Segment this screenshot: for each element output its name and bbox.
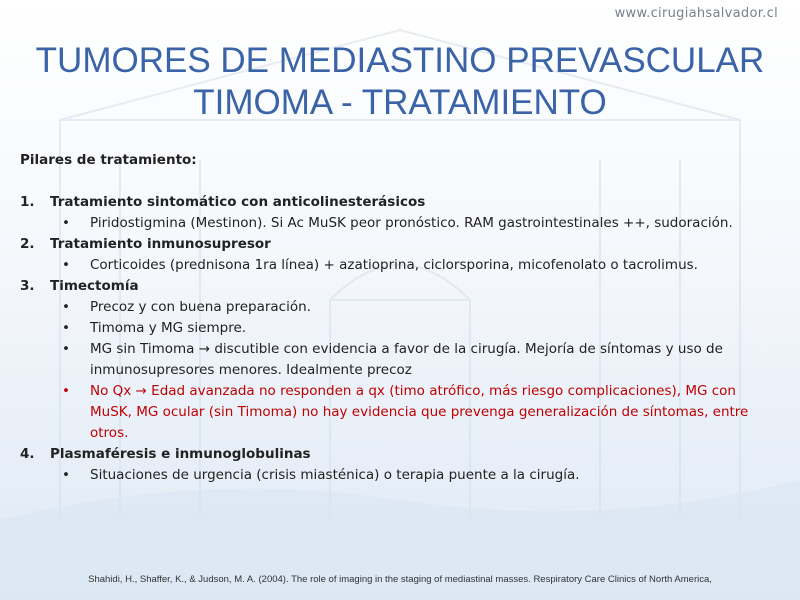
- bullet-icon: •: [62, 467, 70, 483]
- bullet-icon: •: [62, 383, 70, 399]
- pillar-item-4: [20, 444, 780, 465]
- pillar-sub-item-warning: [20, 381, 780, 444]
- pillar-sub-item: [20, 339, 780, 381]
- bullet-icon: •: [62, 215, 70, 231]
- pillar-item-2: [20, 234, 780, 255]
- slide-title-line-1: TUMORES DE MEDIASTINO PREVASCULAR: [35, 41, 765, 80]
- pillar-sub-item: [20, 255, 780, 276]
- pillar-number: 3.: [20, 278, 35, 294]
- sub-item-text: Timoma y MG siempre.: [90, 320, 247, 336]
- lead-heading: Pilares de tratamiento:: [20, 152, 197, 168]
- sub-item-text: Precoz y con buena preparación.: [90, 299, 311, 315]
- bullet-icon: •: [62, 299, 70, 315]
- pillar-sub-item: [20, 465, 780, 486]
- bullet-icon: •: [62, 257, 70, 273]
- footer-citation: Shahidi, H., Shaffer, K., & Judson, M. A. (2004). The role of imaging in the staging of mediastinal masses. Respiratory Care Clinics of North America,: [88, 574, 712, 585]
- pillar-heading: Timectomía: [50, 278, 139, 294]
- pillar-item-3: [20, 276, 780, 297]
- pillar-item-1: [20, 192, 780, 213]
- sub-item-text: Situaciones de urgencia (crisis miasténica) o terapia puente a la cirugía.: [90, 467, 580, 483]
- pillar-sub-item: [20, 297, 780, 318]
- pillar-sub-item: [20, 318, 780, 339]
- slide-content: [20, 150, 780, 486]
- pillar-number: 2.: [20, 236, 35, 252]
- sub-item-text: MG sin Timoma → discutible con evidencia a favor de la cirugía. Mejoría de síntomas y uso de inmunosupresores menores. Idealmente precoz: [90, 341, 723, 378]
- sub-item-text: Piridostigmina (Mestinon). Si Ac MuSK peor pronóstico. RAM gastrointestinales ++, sudoración.: [90, 215, 733, 231]
- pillar-heading: Tratamiento inmunosupresor: [50, 236, 271, 252]
- pillar-number: 1.: [20, 194, 35, 210]
- sub-item-text: Corticoides (prednisona 1ra línea) + azatioprina, ciclorsporina, micofenolato o tacrolimus.: [90, 257, 698, 273]
- sub-item-text: No Qx → Edad avanzada no responden a qx (timo atrófico, más riesgo complicaciones), MG con MuSK, MG ocular (sin Timoma) no hay evidencia que prevenga generalización de síntomas, entre otros.: [90, 383, 749, 441]
- bullet-icon: •: [62, 341, 70, 357]
- site-url[interactable]: www.cirugiahsalvador.cl: [614, 6, 778, 21]
- pillar-heading: Tratamiento sintomático con anticolinesterásicos: [50, 194, 426, 210]
- bullet-icon: •: [62, 320, 70, 336]
- slide-title-line-2: TIMOMA - TRATAMIENTO: [193, 83, 607, 122]
- pillar-heading: Plasmaféresis e inmunoglobulinas: [50, 446, 311, 462]
- slide-title: [0, 40, 800, 124]
- pillar-sub-item: [20, 213, 780, 234]
- pillar-number: 4.: [20, 446, 35, 462]
